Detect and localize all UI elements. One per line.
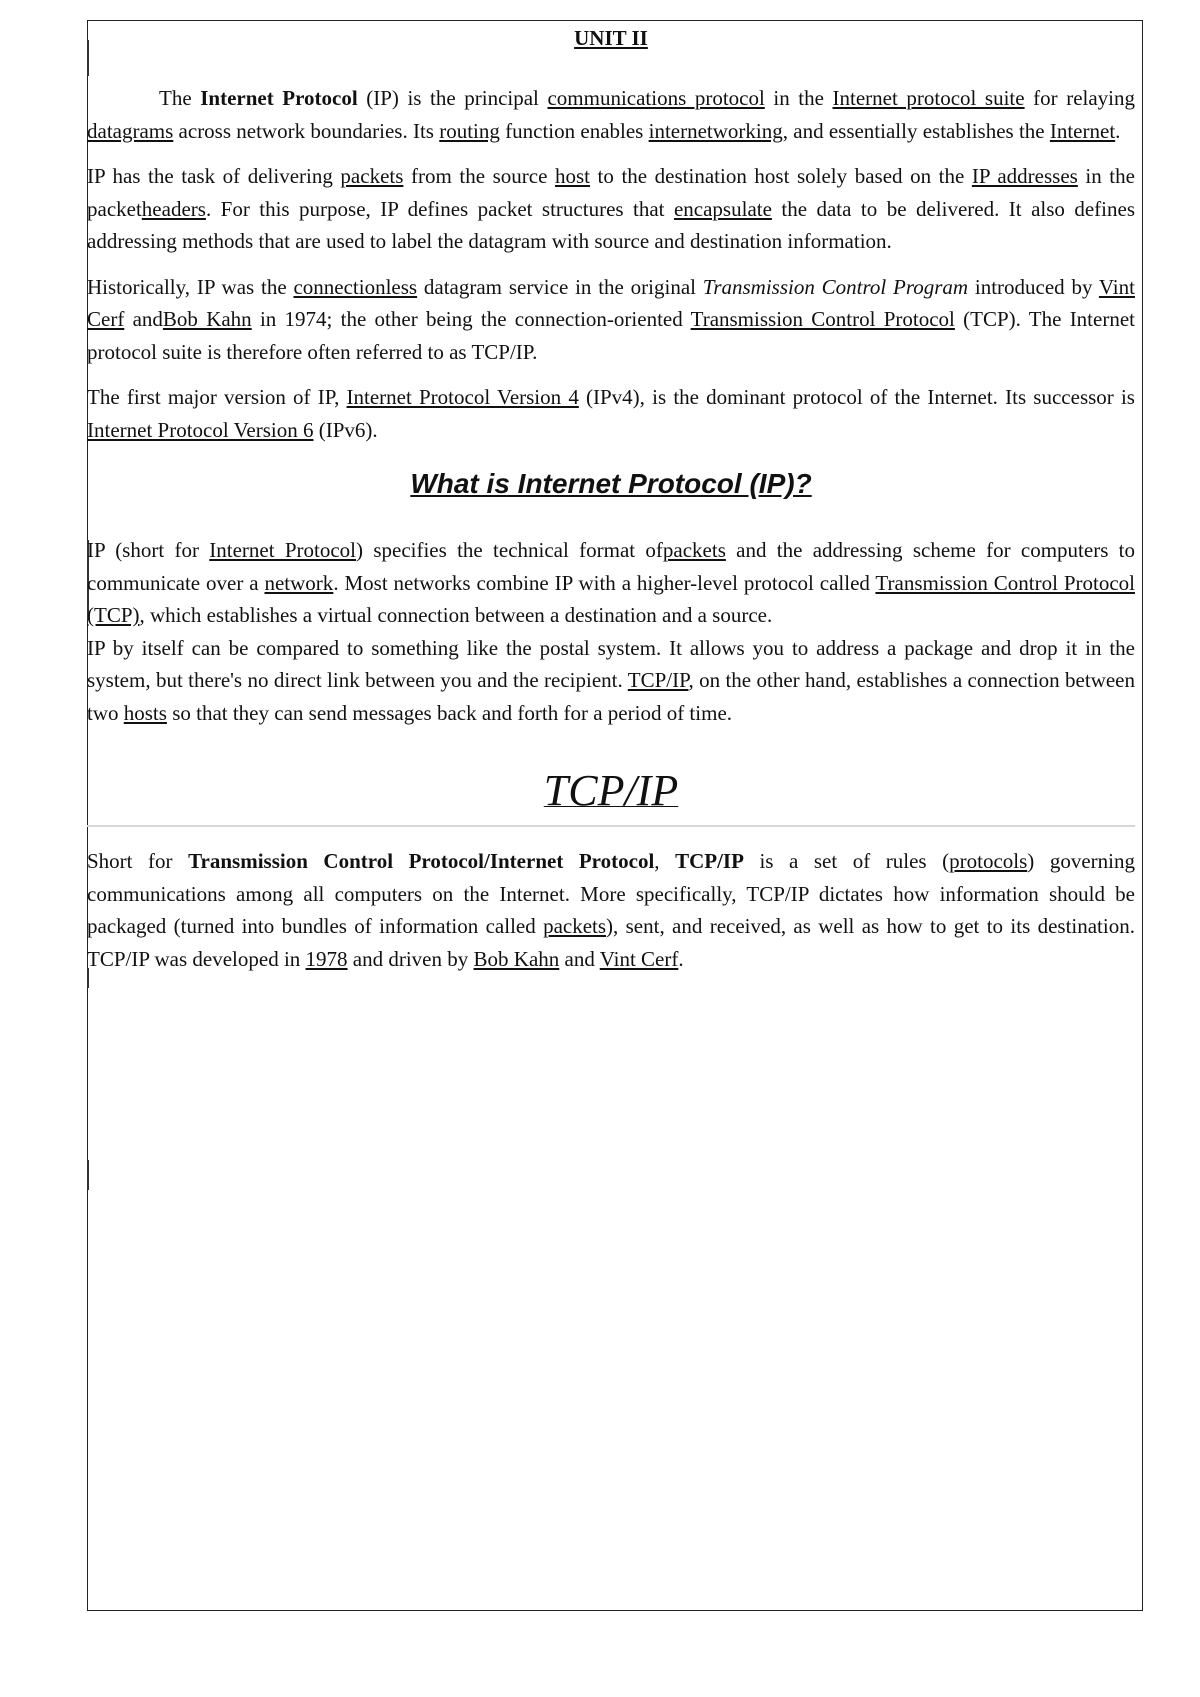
link-bob-kahn[interactable]: Bob Kahn bbox=[162, 307, 252, 331]
text: the data to be delivered. It also defines addressing methods that are used to label the datagram with source and destination information. bbox=[87, 196, 1135, 253]
text: ), sent, and received, as well as how to get to its destination. TCP/IP was developed in bbox=[87, 914, 1135, 971]
text: The bbox=[159, 86, 201, 110]
text: (TCP). The Internet protocol suite is therefore often referred to as TCP/IP. bbox=[87, 307, 1135, 364]
unit-title: UNIT II bbox=[574, 26, 648, 50]
text: , which establishes a virtual connection between a destination and a source. bbox=[139, 603, 773, 627]
text: Short for bbox=[87, 849, 189, 873]
text: , and essentially establishes the bbox=[782, 118, 1050, 143]
text: across network boundaries. Its bbox=[173, 118, 440, 143]
text: (IPv4), is the dominant protocol of the Internet. Its successor is bbox=[578, 385, 1135, 409]
heading-what-is-ip: What is Internet Protocol (IP)? bbox=[410, 468, 812, 499]
link-packets[interactable]: packets bbox=[340, 164, 404, 188]
horizontal-rule bbox=[87, 825, 1135, 827]
text: introduced by bbox=[968, 274, 1099, 299]
text: (IP) is the principal bbox=[357, 86, 548, 110]
paragraph-postal bbox=[87, 632, 1135, 730]
link-protocols[interactable]: protocols bbox=[949, 849, 1028, 873]
link-ip-addresses[interactable]: IP addresses bbox=[971, 164, 1078, 188]
text: in 1974; the other being the connection-oriented bbox=[251, 307, 691, 331]
text: ) specifies the technical format of bbox=[356, 538, 663, 562]
document-body bbox=[87, 22, 1135, 975]
link-communications-protocol[interactable]: communications protocol bbox=[547, 86, 765, 110]
text: , on the other hand, establishes a connection between two bbox=[87, 668, 1135, 725]
text: in the bbox=[764, 86, 833, 110]
link-tcp-full[interactable]: Transmission Control Protocol (TCP) bbox=[87, 570, 1135, 627]
paragraph-tcp-ip bbox=[87, 845, 1135, 975]
text: . bbox=[678, 946, 684, 971]
paragraph-ip-short bbox=[87, 534, 1135, 632]
link-host[interactable]: host bbox=[554, 164, 590, 188]
text: so that they can send messages back and forth for a period of time. bbox=[166, 700, 733, 725]
link-vint-cerf[interactable]: Vint Cerf bbox=[87, 274, 1135, 331]
link-1978[interactable]: 1978 bbox=[305, 946, 348, 971]
link-ipv4[interactable]: Internet Protocol Version 4 bbox=[346, 385, 579, 409]
paragraph-versions bbox=[87, 381, 1135, 446]
text: Historically, IP was the bbox=[87, 274, 294, 299]
italic-term: Transmission Control Program bbox=[702, 274, 969, 299]
text: is a set of rules ( bbox=[743, 849, 950, 873]
link-tcp[interactable]: Transmission Control Protocol bbox=[690, 307, 955, 331]
link-internet-protocol[interactable]: Internet Protocol bbox=[209, 538, 357, 562]
text: to the destination host solely based on the bbox=[589, 164, 972, 188]
margin-mark bbox=[87, 1160, 89, 1190]
text: The first major version of IP, bbox=[87, 385, 347, 409]
text: IP has the task of delivering bbox=[87, 164, 341, 188]
link-packets[interactable]: packets bbox=[543, 914, 607, 938]
paragraph-ip-task bbox=[87, 160, 1135, 258]
link-network[interactable]: network bbox=[264, 570, 334, 595]
text: and the addressing scheme for computers to communicate over a bbox=[87, 538, 1136, 595]
text: (IPv6). bbox=[313, 417, 378, 442]
text: . For this purpose, IP defines packet structures that bbox=[205, 196, 674, 221]
text: and bbox=[559, 946, 600, 971]
link-vint-cerf[interactable]: Vint Cerf bbox=[599, 946, 679, 971]
text: function enables bbox=[499, 118, 649, 143]
link-datagrams[interactable]: datagrams bbox=[87, 118, 174, 143]
link-internet-protocol-suite[interactable]: Internet protocol suite bbox=[832, 86, 1025, 110]
text: and driven by bbox=[347, 946, 474, 971]
link-internet[interactable]: Internet bbox=[1049, 118, 1116, 143]
heading-tcp-ip: TCP/IP bbox=[543, 766, 679, 815]
paragraph-history bbox=[87, 271, 1135, 369]
paragraph-ip-intro bbox=[87, 82, 1135, 147]
bold-term: TCP/IP bbox=[675, 849, 744, 873]
text: in the packet bbox=[87, 164, 1135, 221]
text: IP by itself can be compared to something like the postal system. It allows you to address a package and drop it in the system, but there's no direct link between you and the recipient. bbox=[87, 635, 1135, 692]
text: ) governing communications among all computers on the Internet. More specifically, TCP/IP dictates how information should be packaged (turned into bundles of information called bbox=[87, 849, 1135, 938]
link-routing[interactable]: routing bbox=[439, 118, 500, 143]
text: datagram service in the original bbox=[417, 274, 703, 299]
link-encapsulate[interactable]: encapsulate bbox=[673, 196, 772, 221]
text: for relaying bbox=[1024, 86, 1136, 110]
link-tcp-ip[interactable]: TCP/IP bbox=[627, 668, 689, 692]
text: , bbox=[654, 849, 676, 873]
bold-term: Transmission Control Protocol/Internet Protocol bbox=[188, 849, 655, 873]
link-hosts[interactable]: hosts bbox=[123, 700, 167, 725]
bold-term: Internet Protocol bbox=[200, 86, 358, 110]
link-ipv6[interactable]: Internet Protocol Version 6 bbox=[87, 417, 314, 442]
link-connectionless[interactable]: connectionless bbox=[293, 274, 418, 299]
link-headers[interactable]: headers bbox=[141, 196, 206, 221]
link-bob-kahn[interactable]: Bob Kahn bbox=[473, 946, 560, 971]
text: IP (short for bbox=[87, 538, 210, 562]
text: from the source bbox=[403, 164, 555, 188]
text: . Most networks combine IP with a higher-level protocol called bbox=[333, 570, 876, 595]
text: . bbox=[1115, 118, 1121, 143]
link-internetworking[interactable]: internetworking bbox=[648, 118, 783, 143]
text: and bbox=[124, 307, 163, 331]
link-packets[interactable]: packets bbox=[662, 538, 726, 562]
